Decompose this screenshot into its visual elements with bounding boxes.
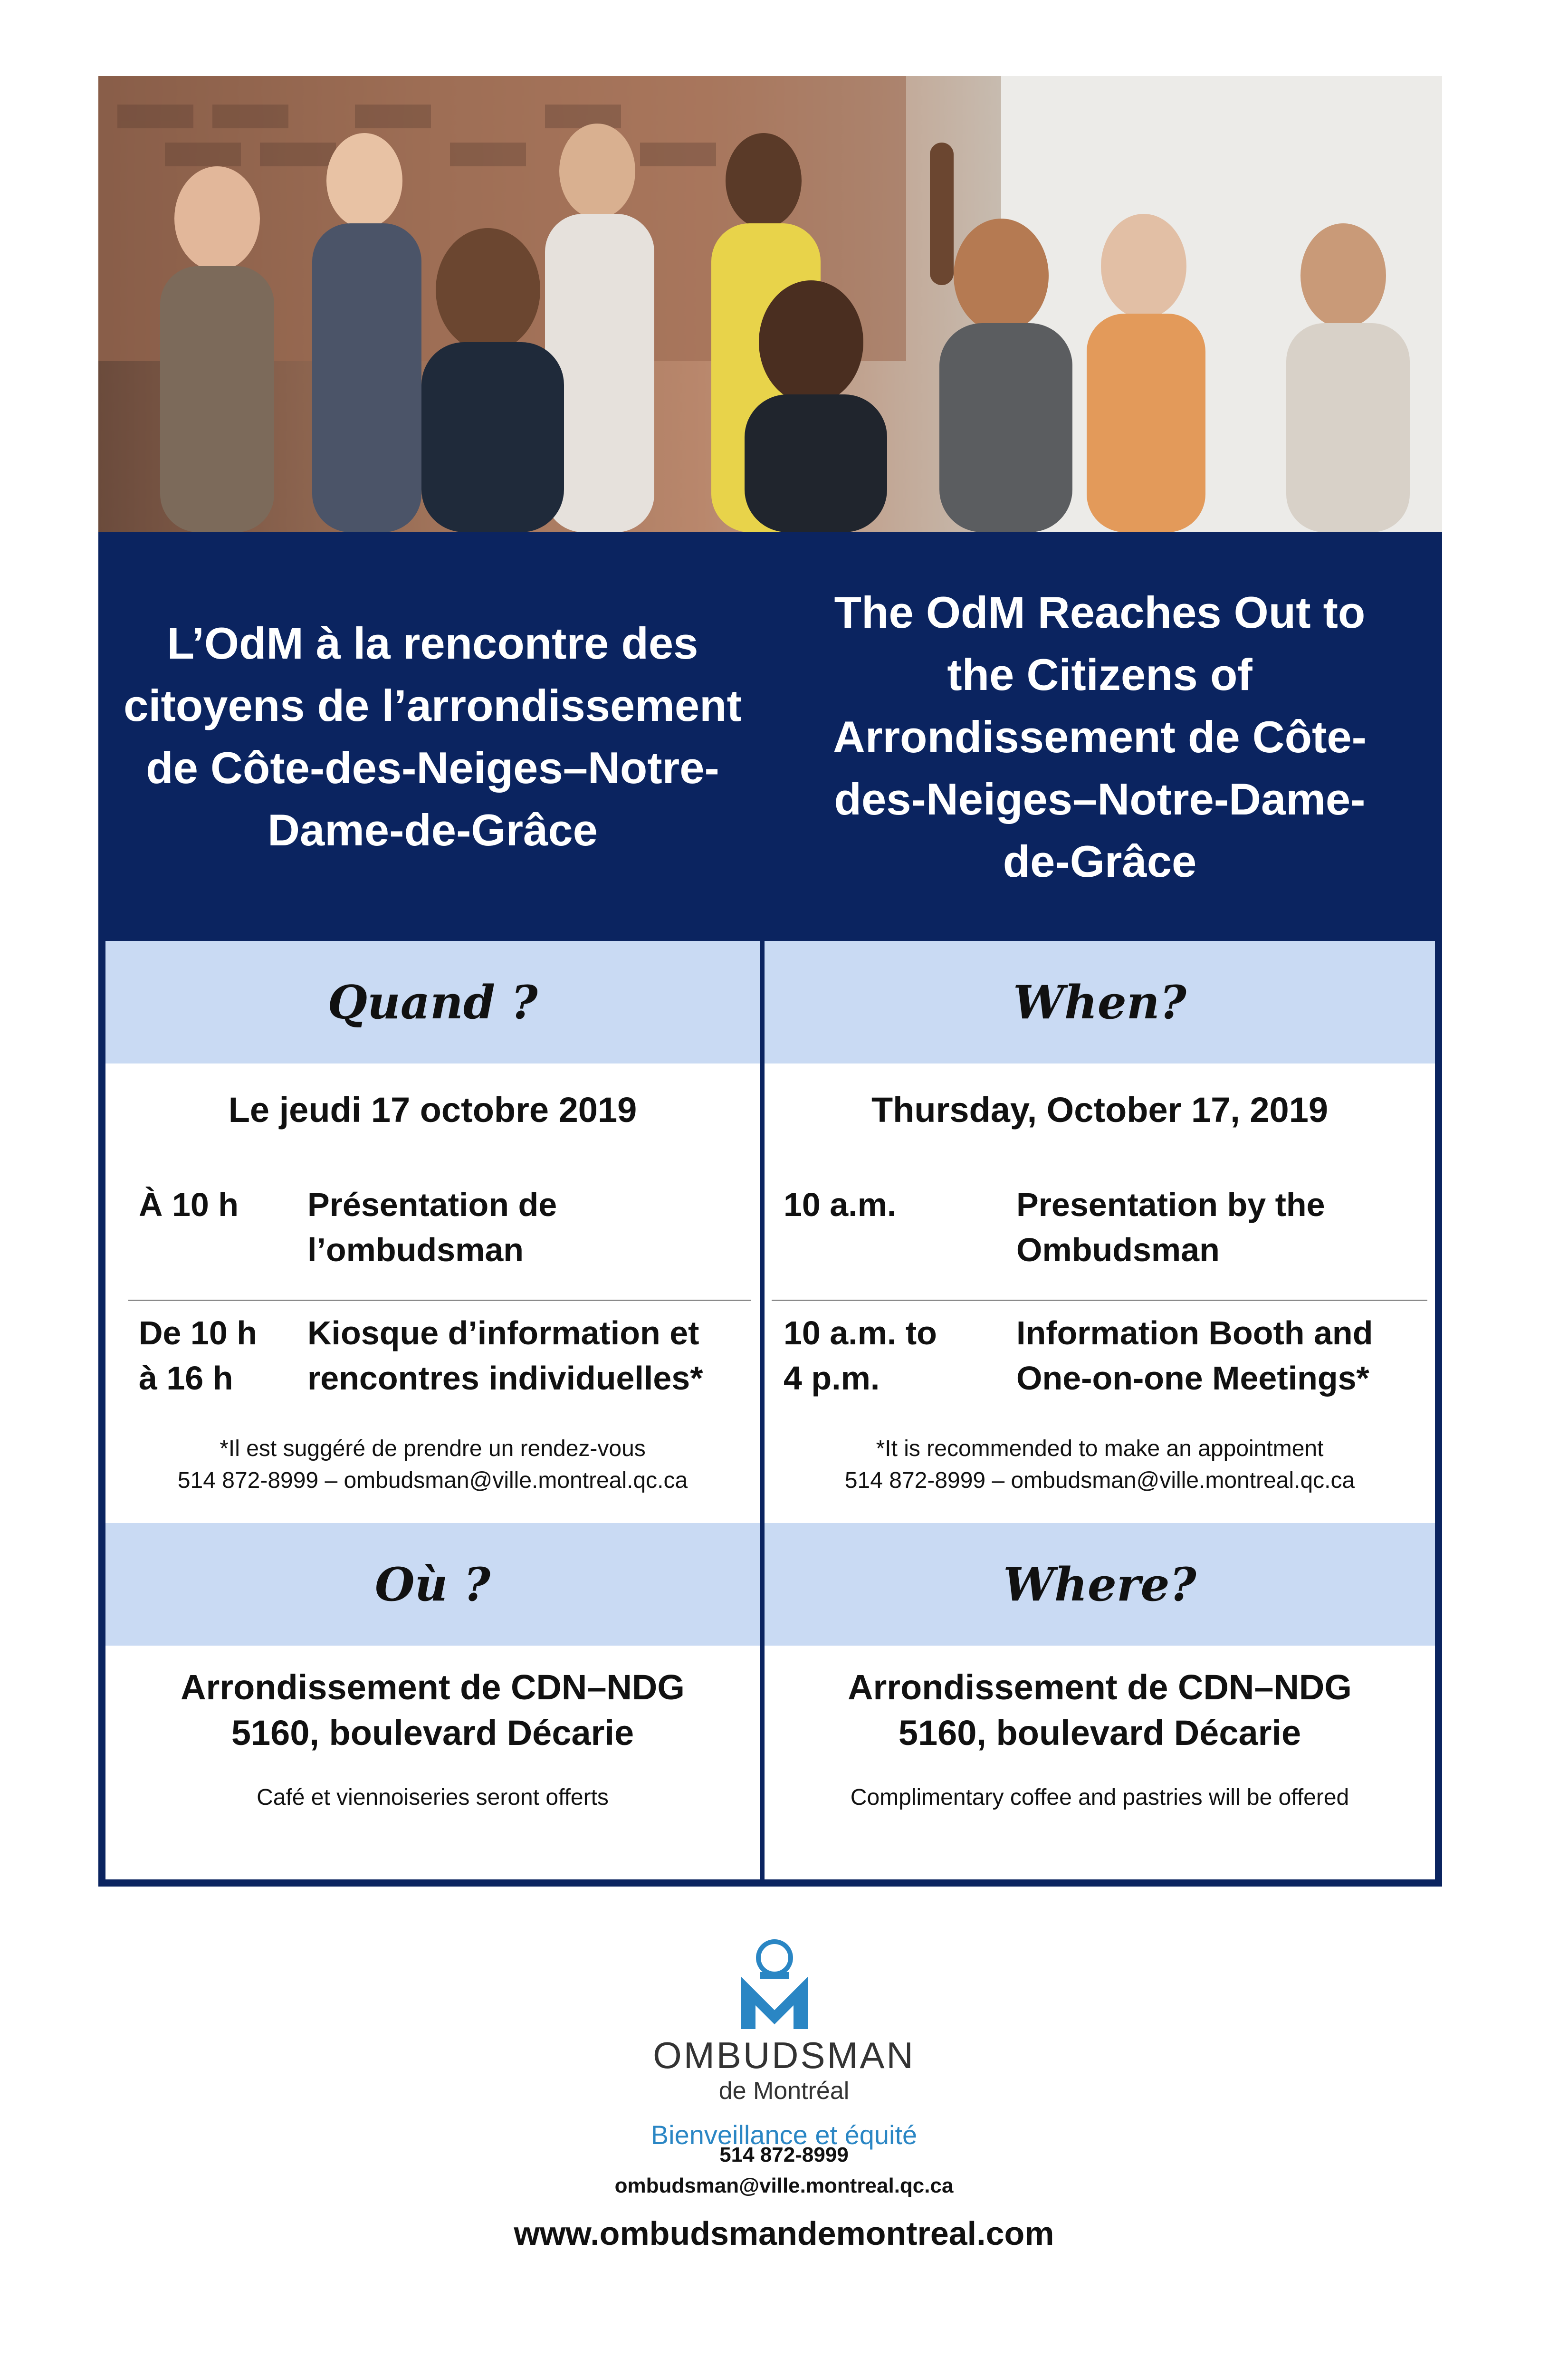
english-column (765, 532, 1435, 1887)
english-activity-2-line1: Information Booth and (1016, 1314, 1373, 1351)
audience-photo (98, 76, 1442, 532)
logo-tagline: Bienveillance et équité (650, 2120, 918, 2150)
english-time-2-line2: 4 p.m. (784, 1360, 880, 1397)
ombudsman-logo-icon (732, 1939, 817, 2034)
french-address-line2: 5160, boulevard Décarie (231, 1713, 634, 1753)
french-where-heading: Où ? (105, 1523, 760, 1646)
english-address-line1: Arrondissement de CDN–NDG (848, 1667, 1352, 1707)
logo-name: OMBUDSMAN (653, 2034, 915, 2076)
french-title (105, 532, 760, 941)
french-date: Le jeudi 17 octobre 2019 (228, 1090, 637, 1130)
english-title (765, 532, 1435, 941)
contact-email[interactable]: ombudsman@ville.montreal.qc.ca (614, 2174, 954, 2197)
french-activity-1-line2: l’ombudsman (307, 1231, 524, 1268)
english-address (765, 1665, 1435, 1756)
french-offer: Café et viennoiseries seront offerts (257, 1785, 609, 1810)
english-activity-1-line1: Presentation by the (1016, 1186, 1325, 1223)
english-where-section (765, 1646, 1435, 1879)
contact-phone: 514 872-8999 (719, 2143, 849, 2166)
english-title-text: The OdM Reaches Out to the Citizens of Arrondissement de Côte-des-Neiges–Notre-Dame-de-Grâce (833, 587, 1367, 886)
english-date: Thursday, October 17, 2019 (871, 1090, 1329, 1130)
french-note-line1: *Il est suggéré de prendre un rendez-vous (220, 1436, 646, 1461)
french-schedule-divider (128, 1300, 751, 1301)
french-activity-2-line1: Kiosque d’information et (307, 1314, 699, 1351)
french-title-text: L’OdM à la rencontre des citoyens de l’arrondissement de Côte-des-Neiges–Notre-Dame-de-Grâce (124, 618, 742, 855)
french-address-line1: Arrondissement de CDN–NDG (181, 1667, 685, 1707)
french-activity-1-line1: Présentation de (307, 1186, 557, 1223)
english-time-1: 10 a.m. (784, 1186, 897, 1223)
french-column (105, 532, 760, 1887)
english-where-heading: Where? (765, 1523, 1435, 1646)
english-activity-1-line2: Ombudsman (1016, 1231, 1220, 1268)
english-offer: Complimentary coffee and pastries will be offered (850, 1785, 1349, 1810)
logo-city: de Montréal (718, 2077, 850, 2105)
french-when-heading: Quand ? (105, 941, 760, 1063)
french-time-1: À 10 h (139, 1186, 239, 1223)
event-panel (98, 532, 1442, 1887)
french-address (105, 1665, 760, 1756)
french-activity-2-line2: rencontres individuelles* (307, 1360, 703, 1397)
french-note-line2: 514 872-8999 – ombudsman@ville.montreal.qc.ca (177, 1468, 688, 1493)
english-note-line1: *It is recommended to make an appointment (876, 1436, 1324, 1461)
english-when-heading: When? (765, 941, 1435, 1063)
french-time-2-line1: De 10 h (139, 1314, 257, 1351)
english-schedule-divider (772, 1300, 1427, 1301)
contact-website[interactable]: www.ombudsmandemontreal.com (514, 2215, 1054, 2252)
english-time-2-line1: 10 a.m. to (784, 1314, 937, 1351)
english-when-section (765, 1063, 1435, 1523)
english-address-line2: 5160, boulevard Décarie (898, 1713, 1301, 1753)
french-where-section (105, 1646, 760, 1879)
english-activity-2-line2: One-on-one Meetings* (1016, 1360, 1369, 1397)
french-when-section (105, 1063, 760, 1523)
audience-photo-illustration (98, 76, 1442, 532)
french-time-2-line2: à 16 h (139, 1360, 233, 1397)
english-note-line2: 514 872-8999 – ombudsman@ville.montreal.qc.ca (844, 1468, 1355, 1493)
